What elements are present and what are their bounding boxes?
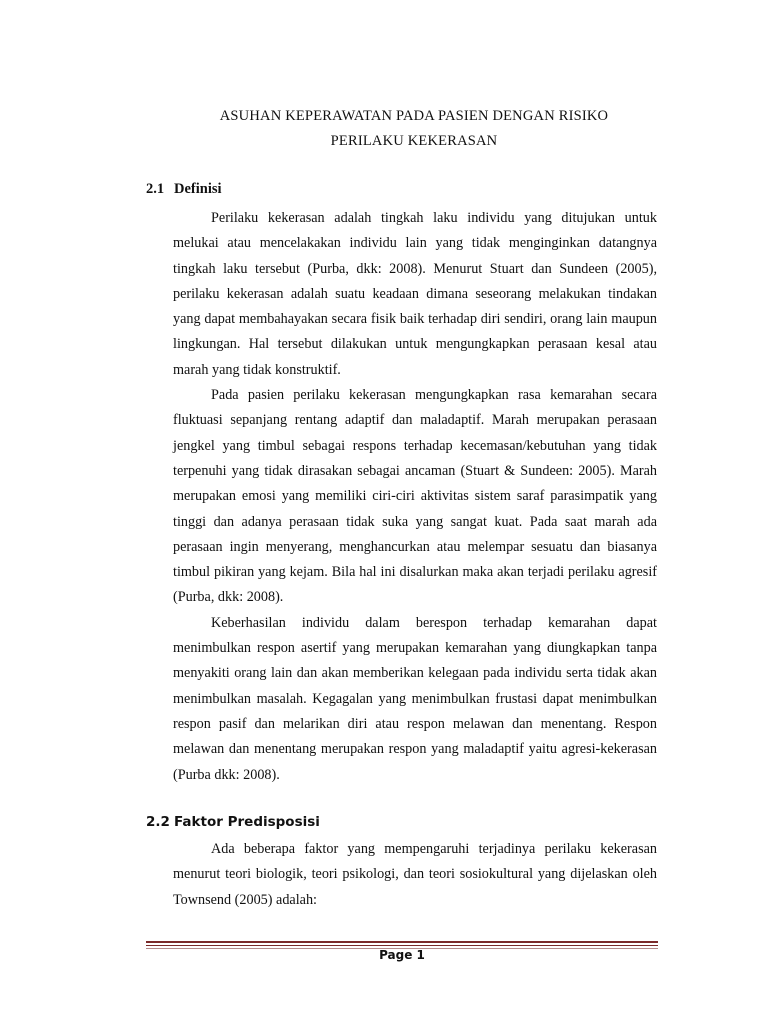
footer-divider	[146, 945, 658, 946]
title-line-1: ASUHAN KEPERAWATAN PADA PASIEN DENGAN RISIKO	[219, 108, 609, 124]
section-body-faktor-predisposisi	[173, 837, 657, 913]
section-number: 2.1	[146, 181, 165, 197]
paragraph: Keberhasilan individu dalam berespon terhadap kemarahan dapat menimbulkan respon asertif yang merupakan kemarahan yang diungkapkan tanpa menyakiti orang lain dan akan memberikan kelegaan pada individu serta tidak akan menimbulkan masalah. Kegagalan yang menimbulkan frustasi dapat menimbulkan respon pasif dan melarikan diri atau respon melawan dan menentang. Respon melawan dan menentang merupakan respon yang maladaptif yaitu agresi-kekerasan (Purba dkk: 2008).	[173, 614, 657, 783]
paragraph: Pada pasien perilaku kekerasan mengungkapkan rasa kemarahan secara fluktuasi sepanjang rentang adaptif dan maladaptif. Marah merupakan perasaan jengkel yang timbul sebagai respons terhadap kecemasan/kebutuhan yang tidak terpenuhi yang tidak dirasakan sebagai ancaman (Stuart & Sundeen: 2005). Marah merupakan emosi yang memiliki ciri-ciri aktivitas sistem saraf parasimpatik yang tinggi dan adanya perasaan tidak suka yang sangat kuat. Pada saat marah ada perasaan ingin menyerang, menghancurkan atau melempar sesuatu dan biasanya timbul pikiran yang kejam. Bila hal ini disalurkan maka akan terjadi perilaku agresif (Purba, dkk: 2008).	[173, 387, 657, 606]
page-number: Page 1	[379, 948, 425, 962]
section-title: Definisi	[174, 181, 222, 197]
footer-divider	[146, 941, 658, 943]
title-line-2: PERILAKU KEKERASAN	[330, 133, 498, 149]
section-body-definisi	[173, 206, 657, 788]
section-heading-definisi	[146, 181, 222, 198]
paragraph: Ada beberapa faktor yang mempengaruhi terjadinya perilaku kekerasan menurut teori biologik, teori psikologi, dan teori sosiokultural yang dijelaskan oleh Townsend (2005) adalah:	[173, 841, 657, 908]
document-title	[160, 104, 668, 154]
section-title: Faktor Predisposisi	[174, 814, 320, 830]
section-number: 2.2	[146, 814, 170, 830]
paragraph: Perilaku kekerasan adalah tingkah laku individu yang ditujukan untuk melukai atau mencelakakan individu lain yang tidak menginginkan datangnya tingkah laku tersebut (Purba, dkk: 2008). Menurut Stuart dan Sundeen (2005), perilaku kekerasan adalah suatu keadaan dimana seseorang melakukan tindakan yang dapat membahayakan secara fisik baik terhadap diri sendiri, orang lain maupun lingkungan. Hal tersebut dilakukan untuk mengungkapkan perasaan kesal atau marah yang tidak konstruktif.	[173, 210, 657, 378]
section-heading-faktor-predisposisi	[146, 814, 320, 830]
